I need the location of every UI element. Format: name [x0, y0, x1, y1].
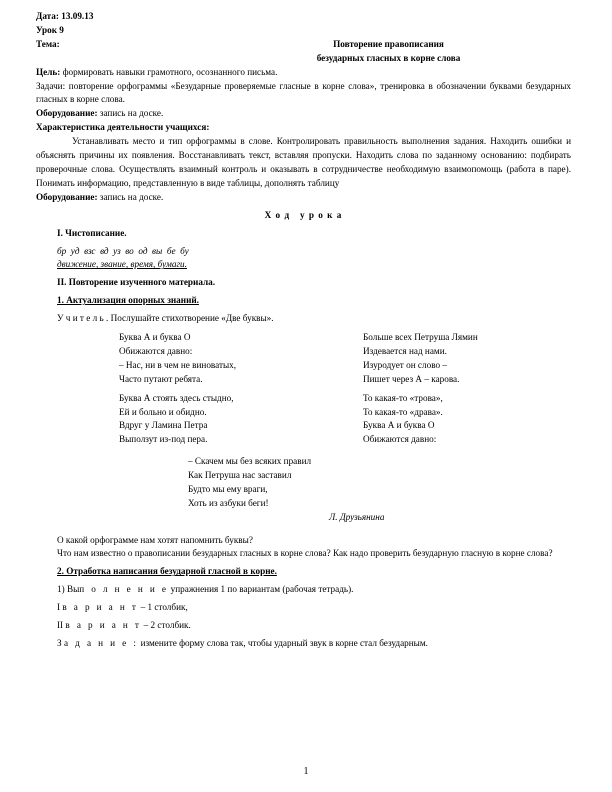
exercise-line [57, 583, 571, 597]
poem-line: – Нас, ни в чем не виноватых, [119, 359, 237, 370]
poem-columns [119, 331, 571, 455]
equipment-label-2: Оборудование: [36, 191, 98, 202]
poem-left-column [119, 331, 236, 447]
poem-final-stanza [188, 455, 571, 511]
characteristics-text: Устанавливать место и тип орфограммы в слове. Контролировать правильность выполнения задания. Находить ошибки и объяснять причины их появления. Восстанавливать текст, вставляя пропуски. Находить слова по заданному основанию: подбирать проверочные слова. Осуществлять взаимный контроль и оказывать в сотрудничестве необходимую взаимопомощь (работа в паре). Понимать информацию, представленную в виде таблицы, дополнять таблицу [36, 136, 571, 188]
lesson-progress-title: Х о д у р о к а [264, 209, 343, 220]
topic-title-line2: безударных гласных в корне слова [316, 52, 461, 63]
topic-label-spacer [36, 52, 206, 66]
poem-line: Буква А стоять здесь стыдно, [119, 392, 234, 403]
poem-line: Обижаются давно: [119, 345, 193, 356]
poem-line: Больше всех Петруша Лямин [363, 332, 478, 343]
poem-line: То какая-то «трова», [363, 392, 443, 403]
variant-2-line [57, 619, 571, 633]
exercise-spaced: п о л н е н и е [79, 584, 169, 595]
poem-line: Издевается над нами. [363, 345, 447, 356]
topic-row [36, 38, 571, 52]
teacher-label: У ч и т е л ь . [57, 313, 109, 324]
poem-line: Изуродует он слово – [363, 359, 447, 370]
variant-2-label: в а р и а н т [65, 620, 142, 631]
document-page [36, 10, 571, 651]
handwriting-words: движение, звание, время, бумаги. [57, 259, 187, 270]
poem-right-column [363, 331, 478, 447]
poem-line: Обижаются давно: [363, 434, 437, 445]
poem-line: Как Петруша нас заставил [188, 469, 292, 480]
poem-line: Пишет через А – карова. [363, 373, 460, 384]
characteristics-title: Характеристика деятельности учащихся: [36, 122, 210, 133]
goal-label: Цель: [36, 66, 61, 77]
equipment-text-1: запись на доске. [97, 108, 164, 119]
poem-line: – Скачем мы без всяких правил [188, 456, 312, 467]
lesson-number: Урок 9 [36, 24, 64, 35]
task-label: За д а н и е : [57, 638, 139, 648]
section2-title: II. Повторение изученного материала. [57, 277, 216, 288]
section2-sub1: 1. Актуализация опорных знаний. [57, 295, 199, 306]
task-text: измените форму слова так, чтобы ударный звук в корне стал безударным. [138, 638, 428, 648]
equipment-line-1 [36, 107, 571, 121]
poem-line: Хоть из азбуки беги! [188, 497, 269, 508]
poem-line: Буква А и буква О [119, 332, 191, 343]
poem-stanza [363, 331, 478, 387]
variant-2-text: – 2 столбик. [141, 620, 191, 631]
question-1: О какой орфограмме нам хотят напомнить буквы? [57, 534, 253, 545]
equipment-line-2 [36, 191, 571, 205]
section1-title: I. Чистописание. [57, 227, 127, 238]
question-2: Что нам известно о правописании безударных гласных в корне слова? Как надо проверить безударную гласную в корне слова? [57, 548, 553, 559]
exercise-prefix: 1) Вы [57, 584, 80, 595]
poem-line: Ей и больно и обидно. [119, 406, 207, 417]
variant-1-number: I [57, 602, 63, 613]
poem-line: Часто путают ребята. [119, 373, 203, 384]
variant-1-text: – 1 столбик, [138, 602, 188, 613]
poem-stanza [363, 392, 478, 448]
equipment-label-1: Оборудование: [36, 108, 98, 119]
tasks-label: Задачи: [36, 80, 66, 91]
tasks-text: повторение орфограммы «Безударные проверяемые гласные в корне слова», тренировка в обозначении буквами безударных гласных в корне слова. [36, 80, 571, 105]
handwriting-letters: бр уд взс вд уз во од вы бе бу [57, 245, 189, 256]
exercise-text: упражнения 1 по вариантам (рабочая тетрадь). [168, 584, 354, 595]
poem-line: Будто мы ему враги, [188, 483, 268, 494]
variant-1-label: в а р и а н т [62, 602, 139, 613]
topic-label: Тема: [36, 38, 60, 49]
poem-stanza [119, 392, 236, 448]
variant-1-line [57, 601, 571, 615]
poem-line: То какая-то «драва». [363, 406, 443, 417]
variant-2-number: II [57, 620, 66, 631]
section2-sub2: 2. Отработка написания безударной гласной в корне. [57, 566, 277, 577]
poem-author: Л. Друзьянина [329, 511, 385, 522]
goal-text: формировать навыки грамотного, осознанного письма. [60, 66, 278, 77]
task-line [57, 637, 571, 651]
lesson-date: Дата: 13.09.13 [36, 11, 94, 21]
poem-line: Буква А и буква О [363, 420, 435, 431]
poem-line: Вдруг у Ламина Петра [119, 420, 208, 431]
topic-title-line1: Повторение правописания [333, 38, 444, 49]
goal-line [36, 66, 571, 80]
tasks-paragraph [36, 80, 571, 108]
equipment-text-2: запись на доске. [97, 191, 164, 202]
topic-row-2 [36, 52, 571, 66]
page-number: 1 [303, 766, 309, 777]
teacher-text: Послушайте стихотворение «Две буквы». [108, 313, 274, 324]
poem-line: Выползут из-под пера. [119, 434, 208, 445]
poem-stanza [119, 331, 236, 387]
teacher-line [57, 312, 571, 326]
